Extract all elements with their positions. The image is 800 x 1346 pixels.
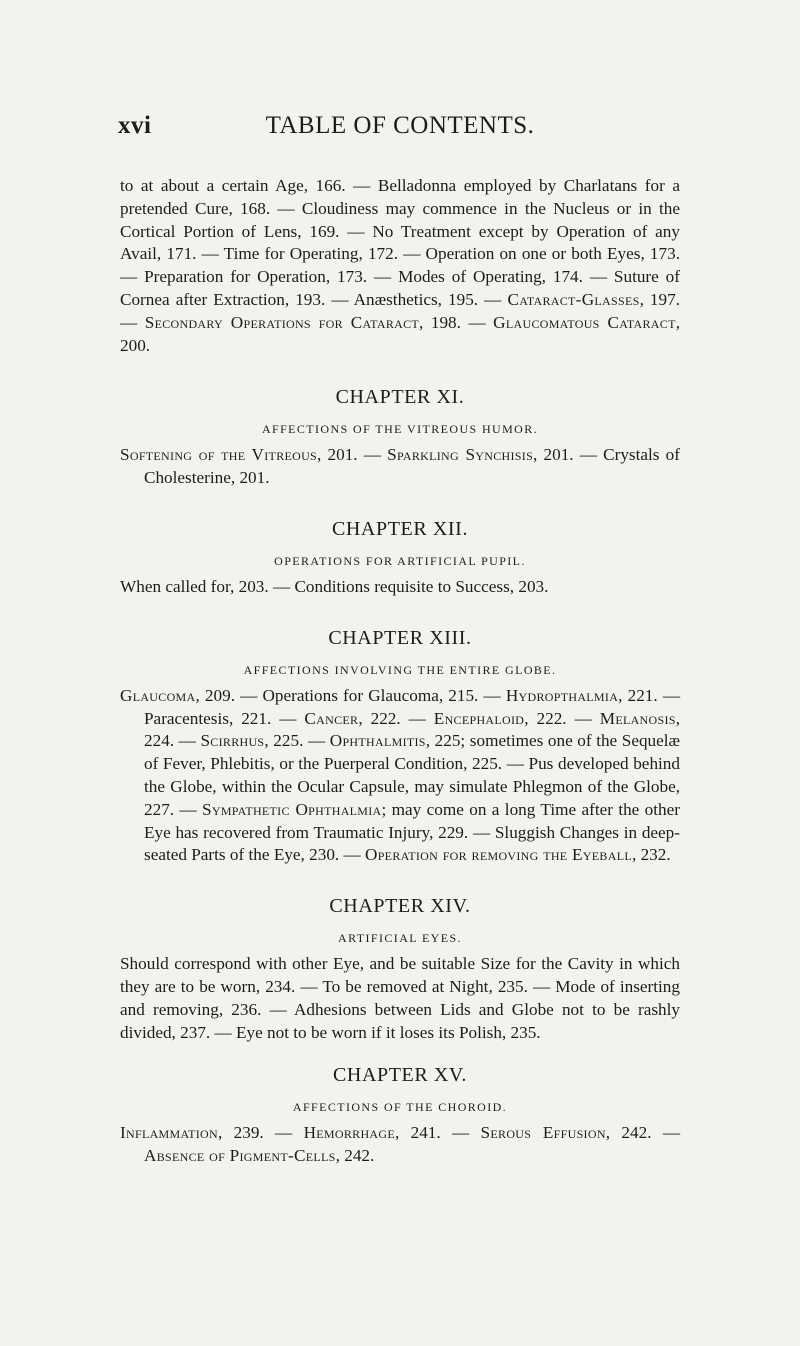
chapter-heading: CHAPTER XIV. xyxy=(329,895,471,918)
chapter-summary: Inflammation, 239. — Hemorrhage, 241. — Serous Effusion, 242. — Absence of Pigment-Cells, 242. xyxy=(120,1123,681,1166)
chapter-summary: Softening of the Vitreous, 201. — Sparkling Synchisis, 201. — Crystals of Cholesterine, 201. xyxy=(120,445,680,488)
chapter-subheading: AFFECTIONS OF THE CHOROID. xyxy=(292,1100,508,1115)
chapter-summary: Should correspond with other Eye, and be suitable Size for the Cavity in which they are to be worn, 234. — To be removed at Night, 235. — Mode of inserting and removing, 236. — Adhesions between Lids and Globe not to be rashly divided, 237. — Eye not to be worn if it loses its Polish, 235. xyxy=(120,954,680,1042)
intro-paragraph: to at about a certain Age, 166. — Belladonna employed by Charlatans for a pretended Cure, 168. — Cloudiness may commence in the Nucleus or in the Cortical Portion of Lens, 169. — No Treatment except by Operation of any Avail, 171. — Time for Operating, 172. — Operation on one or both Eyes, 173. — Preparation for Operation, 173. — Modes of Operating, 174. — Suture of Cornea after Extraction, 193. — Anæsthetics, 195. — Cataract-Glasses, 197. — Secondary Operations for Cataract, 198. — Glaucomatous Cataract, 200. xyxy=(120,176,681,355)
chapter-subheading: ARTIFICIAL EYES. xyxy=(338,931,462,946)
page-number: xvi xyxy=(118,112,152,139)
chapter-subheading: AFFECTIONS INVOLVING THE ENTIRE GLOBE. xyxy=(243,662,557,677)
chapter-heading: CHAPTER XII. xyxy=(331,517,469,540)
chapter-heading: CHAPTER XIII. xyxy=(328,626,472,649)
chapter-summary: When called for, 203. — Conditions requisite to Success, 203. xyxy=(120,576,549,596)
contents-body xyxy=(120,175,680,1168)
chapter-summary: Glaucoma, 209. — Operations for Glaucoma, 215. — Hydropthalmia, 221. — Paracentesis, 221. — Cancer, 222. — Encephaloid, 222. — Melanosis, 224. — Scirrhus, 225. — Ophthalmitis, 225; sometimes one of the Sequelæ of Fever, Phlebitis, or the Puerperal Condition, 225. — Pus developed behind the Globe, within the Ocular Capsule, may simulate Phlegmon of the Globe, 227. — Sympathetic Ophthalmia; may come on a long Time after the other Eye has recovered from Traumatic Injury, 229. — Sluggish Changes in deep-seated Parts of the Eye, 230. — Operation for removing the Eyeball, 232. xyxy=(120,685,681,865)
running-head xyxy=(118,112,682,146)
chapter-subheading: OPERATIONS FOR ARTIFICIAL PUPIL. xyxy=(274,553,526,568)
running-title: TABLE OF CONTENTS. xyxy=(265,112,535,139)
chapter-subheading: AFFECTIONS OF THE VITREOUS HUMOR. xyxy=(261,422,539,437)
chapter-heading: CHAPTER XI. xyxy=(335,386,465,409)
chapter-heading: CHAPTER XV. xyxy=(332,1064,468,1087)
